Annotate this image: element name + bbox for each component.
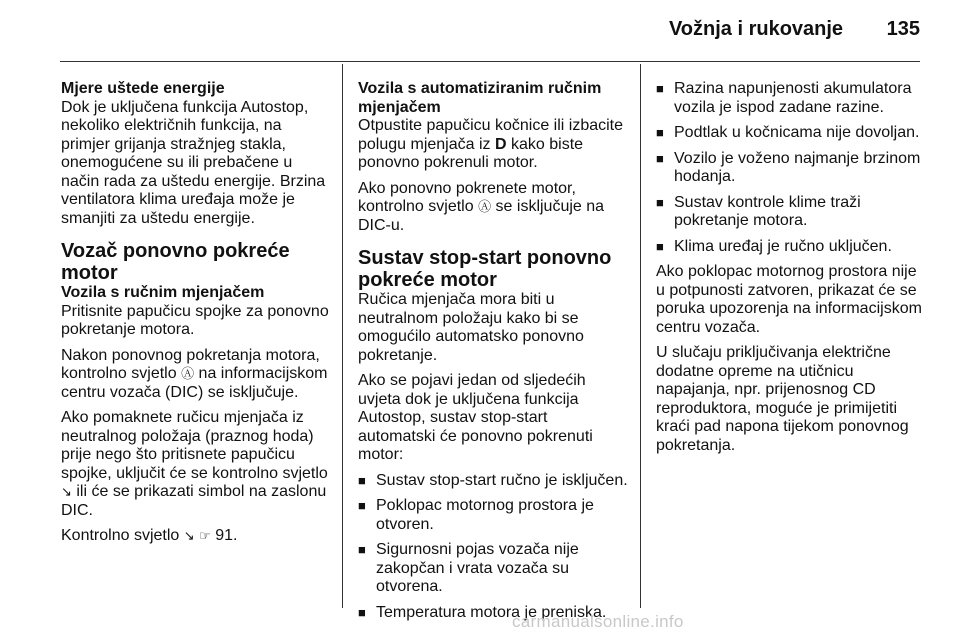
list-item: ■ Razina napunjenosti akumulatora vozila je ispod zadane razine.: [656, 80, 928, 117]
list-item: ■ Temperatura motora je preniska.: [358, 604, 628, 623]
page-header: [669, 18, 920, 41]
paragraph: Otpustite papučicu kočnice ili izbacite polugu mjenjača iz D kako biste ponovno pokrenuli motor.: [358, 117, 624, 171]
paragraph: Ako poklopac motornog prostora nije u potpunosti zatvoren, prikazat će se poruka upozorenja na informacijskom centru vozača.: [656, 263, 922, 336]
page-number: 135: [886, 18, 920, 40]
column-2: [358, 80, 628, 629]
autostop-icon: Ⓐ: [181, 366, 195, 381]
paragraph: Pritisnite papučicu spojke za ponovno pokretanje motora.: [61, 302, 329, 338]
list-item: ■ Vozilo je voženo najmanje brzinom hodanja.: [656, 150, 928, 187]
list-item: ■ Podtlak u kočnicama nije dovoljan.: [656, 124, 928, 143]
column-divider: [640, 64, 641, 608]
header-rule: [60, 61, 920, 62]
heading-driver-restart: Vozač ponovno pokreće motor: [61, 240, 290, 284]
paragraph: Dok je uključena funkcija Autostop, nekoliko električnih funkcija, na primjer grijanja stražnjeg stakla, onemogućene su ili prebačene u način rada za uštedu energije. Brzina ventilatora klima uređaja može je smanjiti za uštedu energije.: [61, 98, 326, 227]
list-item: ■ Sustav stop-start ručno je isključen.: [358, 472, 628, 491]
conditions-list: [656, 80, 928, 256]
page-reference-icon: ☞: [199, 528, 211, 543]
list-item: ■ Klima uređaj je ručno uključen.: [656, 238, 928, 257]
list-item: ■ Sustav kontrole klime traži pokretanje motora.: [656, 194, 928, 231]
column-divider: [342, 64, 343, 608]
conditions-list: [358, 472, 628, 623]
gear-d-label: D: [494, 135, 507, 153]
column-3: [656, 80, 928, 462]
heading-automated-transmission: Vozila s automatiziranim ručnim mjenjačem: [358, 80, 602, 116]
heading-system-restart: Sustav stop-start ponovno pokreće motor: [358, 247, 612, 291]
paragraph: U slučaju priključivanja električne dodatne opreme na utičnicu napajanja, npr. prijenosnog CD reproduktora, moguće je primijetiti kraći pad napona tijekom ponovnog pokretanja.: [656, 344, 909, 454]
paragraph: Ako pomaknete ručicu mjenjača iz neutralnog položaja (praznog hoda) prije nego što pritisnete papučicu spojke, uključit će se kontrolno svjetlo ↘ ili će se prikazati simbol na zaslonu DIC.: [61, 409, 328, 519]
watermark: carmanualsonline.info: [512, 612, 684, 631]
paragraph: Ako ponovno pokrenete motor, kontrolno svjetlo Ⓐ se isključuje na DIC-u.: [358, 179, 605, 234]
shift-indicator-icon: ↘: [61, 484, 72, 499]
list-item: ■ Poklopac motornog prostora je otvoren.: [358, 497, 628, 534]
list-item: ■ Sigurnosni pojas vozača nije zakopčan i vrata vozača su otvorena.: [358, 541, 628, 597]
chapter-title: Vožnja i rukovanje: [668, 18, 844, 40]
heading-manual-transmission: Vozila s ručnim mjenjačem: [61, 284, 265, 301]
paragraph: Ručica mjenjača mora biti u neutralnom položaju kako bi se omogućilo automatsko ponovno pokretanje.: [358, 291, 584, 364]
heading-energy-savings: Mjere uštede energije: [61, 80, 225, 97]
paragraph: Kontrolno svjetlo ↘ ☞ 91.: [61, 527, 238, 544]
autostop-icon: Ⓐ: [478, 199, 492, 214]
column-1: [61, 80, 333, 553]
shift-indicator-icon: ↘: [183, 528, 195, 543]
paragraph: Nakon ponovnog pokretanja motora, kontrolno svjetlo Ⓐ na informacijskom centru vozača (DIC) se isključuje.: [61, 346, 328, 401]
paragraph: Ako se pojavi jedan od sljedećih uvjeta dok je uključena funkcija Autostop, sustav stop-start automatski će ponovno pokrenuti motor:: [358, 372, 593, 463]
